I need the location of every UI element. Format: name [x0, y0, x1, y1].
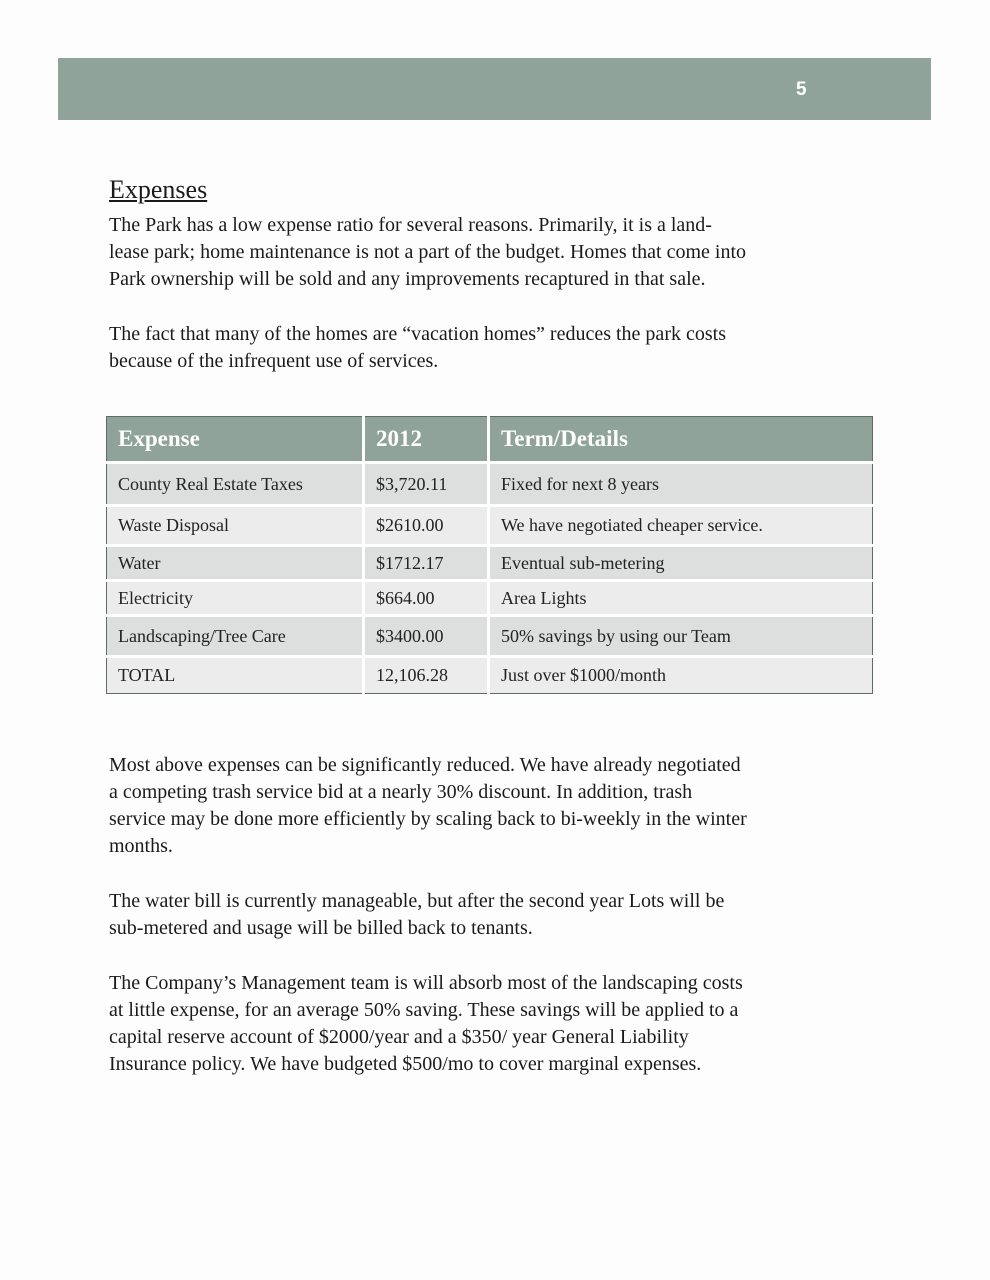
text-line: service may be done more efficiently by scaling back to bi-weekly in the winter	[109, 808, 747, 830]
table-cell: Fixed for next 8 years	[489, 463, 873, 506]
closing-section	[109, 752, 849, 1078]
text-line: The fact that many of the homes are “vacation homes” reduces the park costs	[109, 323, 726, 345]
text-line: The Company’s Management team is will absorb most of the landscaping costs	[109, 972, 743, 994]
expense-table	[106, 416, 873, 694]
table-row-total	[107, 657, 873, 694]
text-line: because of the infrequent use of services.	[109, 350, 439, 372]
text-line: sub-metered and usage will be billed back to tenants.	[109, 917, 533, 939]
closing-paragraph-1	[109, 752, 849, 860]
intro-section	[109, 172, 849, 375]
table-cell: Just over $1000/month	[489, 657, 873, 694]
table-row	[107, 506, 873, 546]
table-cell: Eventual sub-metering	[489, 546, 873, 581]
text-line: The Park has a low expense ratio for several reasons. Primarily, it is a land-	[109, 214, 712, 236]
text-line: capital reserve account of $2000/year and a $350/ year General Liability	[109, 1026, 689, 1048]
column-header-details: Term/Details	[489, 417, 873, 463]
table-row	[107, 463, 873, 506]
table-cell: TOTAL	[107, 657, 364, 694]
intro-paragraph-1	[109, 212, 849, 293]
table-cell: $2610.00	[364, 506, 489, 546]
table-cell: $3400.00	[364, 616, 489, 657]
table-cell: County Real Estate Taxes	[107, 463, 364, 506]
text-line: Park ownership will be sold and any improvements recaptured in that sale.	[109, 268, 706, 290]
text-line: Insurance policy. We have budgeted $500/mo to cover marginal expenses.	[109, 1053, 702, 1075]
table-cell: $3,720.11	[364, 463, 489, 506]
table-cell: Landscaping/Tree Care	[107, 616, 364, 657]
table-cell: Electricity	[107, 581, 364, 616]
section-title: Expenses	[109, 175, 208, 204]
closing-paragraph-3	[109, 970, 849, 1078]
table-cell: $664.00	[364, 581, 489, 616]
table-cell: 12,106.28	[364, 657, 489, 694]
text-line: months.	[109, 835, 173, 857]
table-row	[107, 616, 873, 657]
table-row	[107, 581, 873, 616]
text-line: lease park; home maintenance is not a part of the budget. Homes that come into	[109, 241, 747, 263]
text-line: at little expense, for an average 50% saving. These savings will be applied to a	[109, 999, 739, 1021]
table-cell: We have negotiated cheaper service.	[489, 506, 873, 546]
table-cell: Area Lights	[489, 581, 873, 616]
text-line: The water bill is currently manageable, but after the second year Lots will be	[109, 890, 725, 912]
table-cell: $1712.17	[364, 546, 489, 581]
text-line: Most above expenses can be significantly reduced. We have already negotiated	[109, 754, 741, 776]
closing-paragraph-2	[109, 888, 849, 942]
column-header-year: 2012	[364, 417, 489, 463]
text-line: a competing trash service bid at a nearly 30% discount. In addition, trash	[109, 781, 693, 803]
page-number: 5	[796, 79, 807, 100]
table-cell: 50% savings by using our Team	[489, 616, 873, 657]
intro-paragraph-2	[109, 321, 849, 375]
table-cell: Water	[107, 546, 364, 581]
table-header-row	[107, 417, 873, 463]
table-cell: Waste Disposal	[107, 506, 364, 546]
table-row	[107, 546, 873, 581]
column-header-expense: Expense	[107, 417, 364, 463]
